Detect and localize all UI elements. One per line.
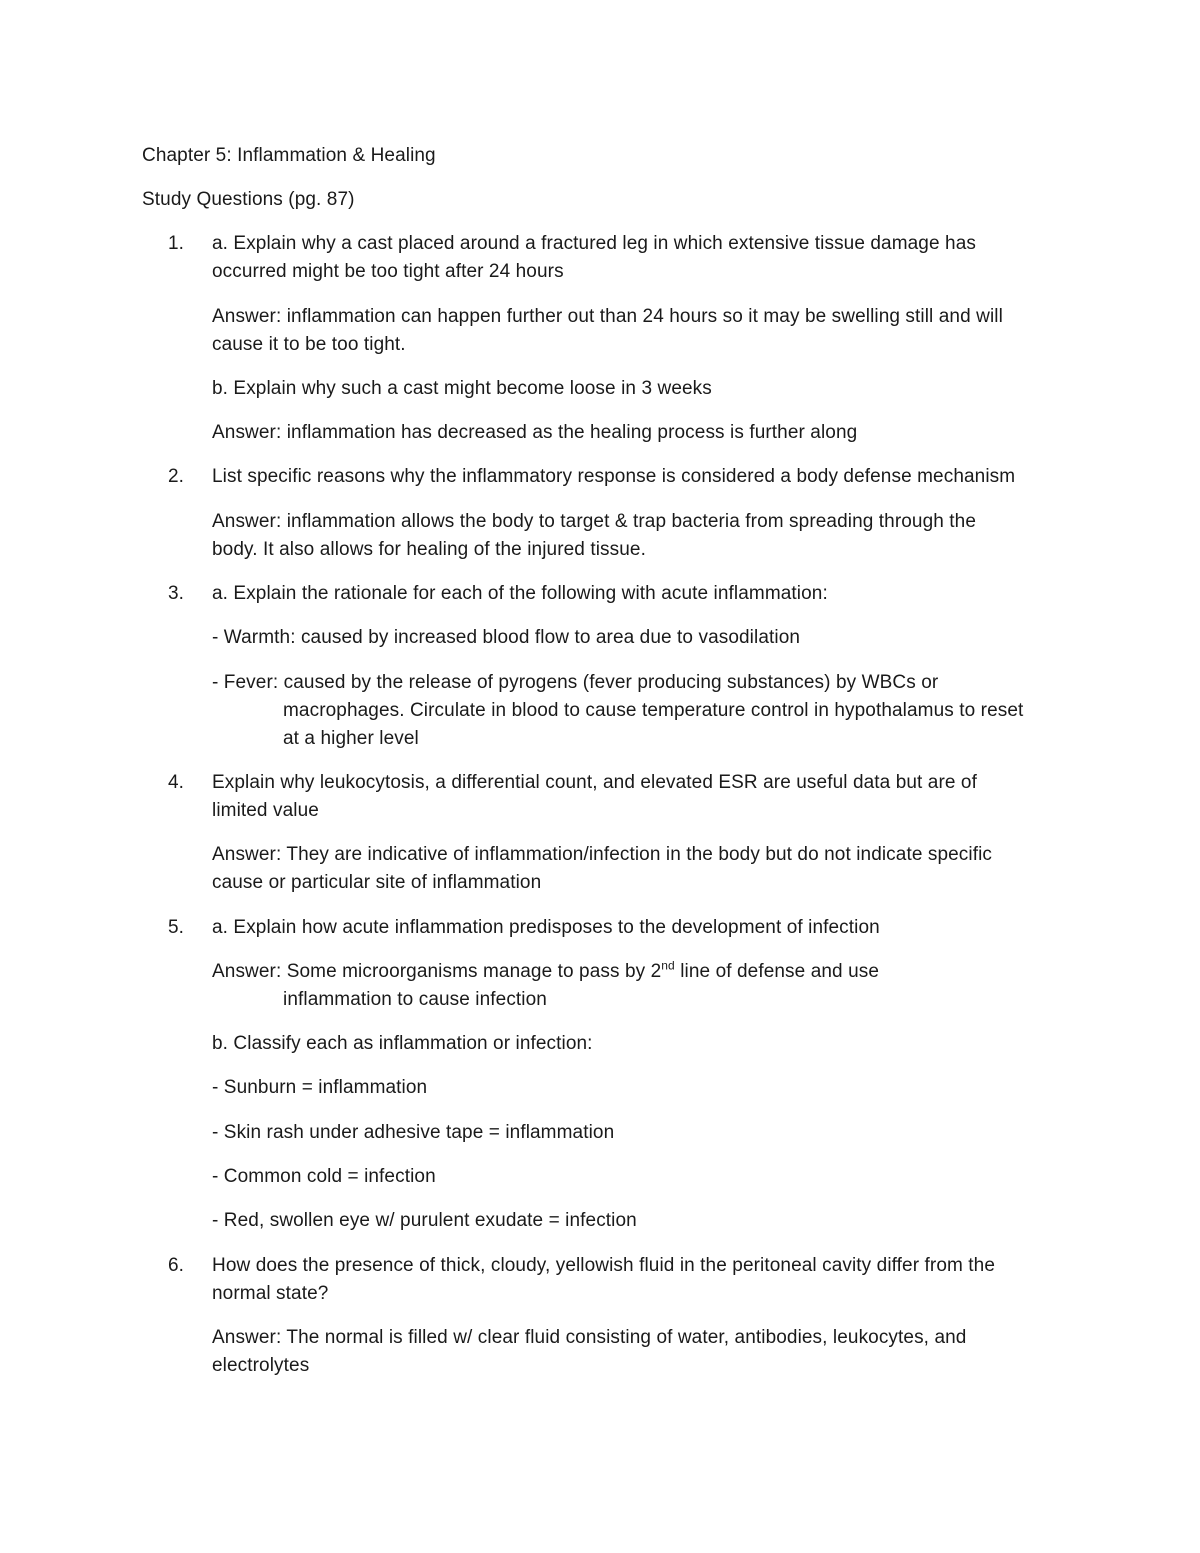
question-3-text: a. Explain the rationale for each of the following with acute inflammation: — [212, 583, 828, 604]
answer-text-pre: Answer: Some microorganisms manage to pass by 2 — [212, 961, 662, 982]
question-1b-answer: Answer: inflammation has decreased as the healing process is further along — [212, 422, 858, 443]
question-6-number: 6. — [168, 1255, 184, 1276]
document-title: Chapter 5: Inflammation & Healing — [142, 145, 436, 166]
question-6-answer-line1: Answer: The normal is filled w/ clear fluid consisting of water, antibodies, leukocytes, and — [212, 1327, 967, 1348]
question-1-answer-line1: Answer: inflammation can happen further out than 24 hours so it may be swelling still and will — [212, 306, 1003, 327]
question-4-text-line2: limited value — [212, 800, 319, 821]
question-5-answer-line2: inflammation to cause infection — [283, 989, 547, 1010]
question-6-text-line1: How does the presence of thick, cloudy, yellowish fluid in the peritoneal cavity differ from the — [212, 1255, 996, 1276]
classify-item-common-cold: - Common cold = infection — [212, 1166, 436, 1187]
question-5-answer-line1 — [212, 958, 879, 986]
question-2-text: List specific reasons why the inflammatory response is considered a body defense mechanism — [212, 466, 1016, 487]
question-1-text-line2: occurred might be too tight after 24 hours — [212, 261, 564, 282]
question-6-answer-line2: electrolytes — [212, 1355, 310, 1376]
question-5-text: a. Explain how acute inflammation predisposes to the development of infection — [212, 917, 880, 938]
question-1-number: 1. — [168, 233, 184, 254]
question-5-number: 5. — [168, 917, 184, 938]
classify-item-skin-rash: - Skin rash under adhesive tape = inflammation — [212, 1122, 615, 1143]
question-3-fever-line1: - Fever: caused by the release of pyrogens (fever producing substances) by WBCs or — [212, 672, 939, 693]
question-4-answer-line1: Answer: They are indicative of inflammation/infection in the body but do not indicate specific — [212, 844, 993, 865]
question-6-text-line2: normal state? — [212, 1283, 329, 1304]
question-3-fever-line3: at a higher level — [283, 728, 419, 749]
question-1-text-line1: a. Explain why a cast placed around a fractured leg in which extensive tissue damage has — [212, 233, 976, 254]
question-4-answer-line2: cause or particular site of inflammation — [212, 872, 542, 893]
question-4-text-line1: Explain why leukocytosis, a differential count, and elevated ESR are useful data but are of — [212, 772, 977, 793]
answer-text-post: line of defense and use — [674, 961, 880, 982]
question-3-number: 3. — [168, 583, 184, 604]
question-1-answer-line2: cause it to be too tight. — [212, 334, 406, 355]
question-2-number: 2. — [168, 466, 184, 487]
question-3-warmth: - Warmth: caused by increased blood flow to area due to vasodilation — [212, 627, 801, 648]
question-3-fever-line2: macrophages. Circulate in blood to cause temperature control in hypothalamus to reset — [283, 700, 1024, 721]
question-1b-text: b. Explain why such a cast might become loose in 3 weeks — [212, 378, 712, 399]
question-5b-text: b. Classify each as inflammation or infection: — [212, 1033, 593, 1054]
classify-item-sunburn: - Sunburn = inflammation — [212, 1077, 428, 1098]
question-4-number: 4. — [168, 772, 184, 793]
document-subtitle: Study Questions (pg. 87) — [142, 189, 355, 210]
ordinal-superscript: nd — [661, 958, 675, 973]
question-2-answer-line2: body. It also allows for healing of the injured tissue. — [212, 539, 646, 560]
classify-item-red-eye: - Red, swollen eye w/ purulent exudate = infection — [212, 1210, 637, 1231]
question-2-answer-line1: Answer: inflammation allows the body to target & trap bacteria from spreading through the — [212, 511, 977, 532]
